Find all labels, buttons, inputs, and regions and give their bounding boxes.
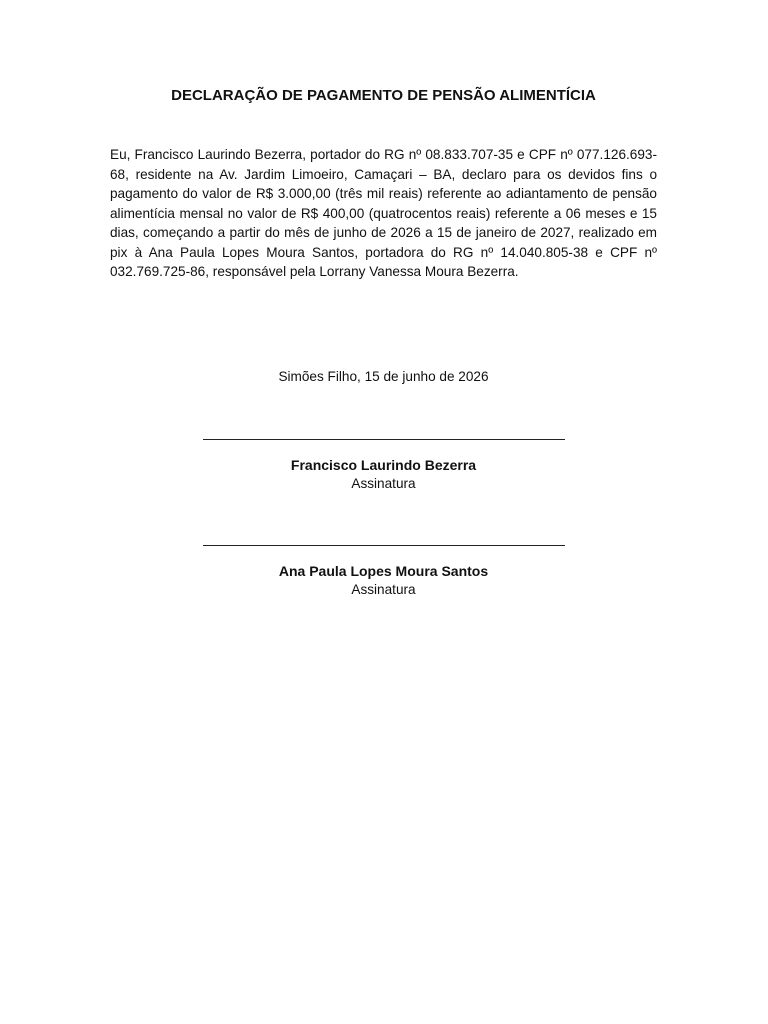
signature-line — [203, 439, 565, 440]
signature-line — [203, 545, 565, 546]
signatory-name: Francisco Laurindo Bezerra — [290, 457, 477, 473]
place-and-date: Simões Filho, 15 de junho de 2026 — [278, 369, 489, 384]
signature-block-declarant — [110, 439, 657, 493]
signature-caption: Assinatura — [351, 476, 416, 491]
declaration-paragraph: Eu, Francisco Laurindo Bezerra, portador do RG nº 08.833.707-35 e CPF nº 077.126.693-68, residente na Av. Jardim Limoeiro, Camaçari – BA, declaro para os devidos fins o pagamento do valor de R$ 3.000,00 (três mil reais) referente ao adiantamento de pensão alimentícia mensal no valor de R$ 400,00 (quatrocentos reais) referente a 06 meses e 15 dias, começando a partir do mês de junho de 2026 a 15 de janeiro de 2027, realizado em pix à Ana Paula Lopes Moura Santos, portadora do RG nº 14.040.805-38 e CPF nº 032.769.725-86, responsável pela Lorrany Vanessa Moura Bezerra. — [110, 147, 657, 279]
signature-caption: Assinatura — [351, 582, 416, 597]
signature-block-recipient — [110, 545, 657, 599]
document-title: DECLARAÇÃO DE PAGAMENTO DE PENSÃO ALIMENTÍCIA — [171, 87, 596, 104]
signatory-name: Ana Paula Lopes Moura Santos — [278, 563, 489, 579]
